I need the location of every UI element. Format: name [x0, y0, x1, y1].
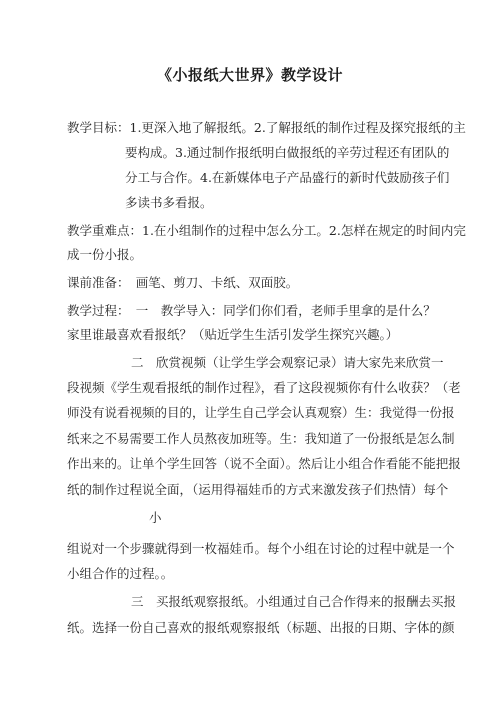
text-line: 成一份小报。	[67, 247, 143, 262]
text-line: 多读书多看报。	[125, 195, 213, 210]
text-line: 三 买报纸观察报纸。小组通过自己合作得来的报酬去买报	[131, 594, 457, 609]
text-line: 纸的制作过程说全面，（运用得福娃币的方式来激发孩子们热情）每个	[67, 482, 449, 497]
text-line: 纸。选择一份自己喜欢的报纸观察报纸（标题、出报的日期、字体的颜	[67, 620, 455, 635]
text-line: 组说对一个步骤就得到一枚福娃币。每个小组在讨论的过程中就是一个	[67, 541, 455, 556]
text-line: 师没有说看视频的目的，让学生自己学会认真观察）生：我觉得一份报	[67, 405, 455, 420]
text-line: 教学过程： 一 教学导入：同学们你们看，老师手里拿的是什么？	[67, 303, 436, 318]
text-line: 段视频《学生观看报纸的制作过程》，看了这段视频你有什么收获？（老	[67, 380, 461, 395]
text-line: 纸来之不易需要工作人员熬夜加班等。生：我知道了一份报纸是怎么制	[67, 431, 455, 446]
text-line: 课前准备： 画笔、剪刀、卡纸、双面胶。	[67, 275, 299, 290]
text-line: 二 欣赏视频（让学生学会观察记录）请大家先来欣赏一	[131, 355, 444, 370]
text-line: 教学目标：1.更深入地了解报纸。2.了解报纸的制作过程及探究报纸的主	[67, 120, 466, 135]
text-line: 分工与合作。4.在新媒体电子产品盛行的新时代鼓励孩子们	[125, 170, 450, 185]
text-line: 作出来的。让单个学生回答（说不全面）。然后让小组合作看能不能把报	[67, 456, 461, 471]
text-line: 教学重难点：1.在小组制作的过程中怎么分工。2.怎样在规定的时间内完	[67, 223, 466, 238]
text-line: 家里谁最喜欢看报纸？（贴近学生生活引发学生探究兴趣。）	[67, 327, 399, 342]
text-line: 要构成。3.通过制作报纸明白做报纸的辛劳过程还有团队的	[125, 145, 450, 160]
text-line: 小组合作的过程。。	[67, 566, 174, 581]
text-line: 小	[149, 510, 162, 525]
document-title: 《小报纸大世界》教学设计	[156, 66, 343, 84]
